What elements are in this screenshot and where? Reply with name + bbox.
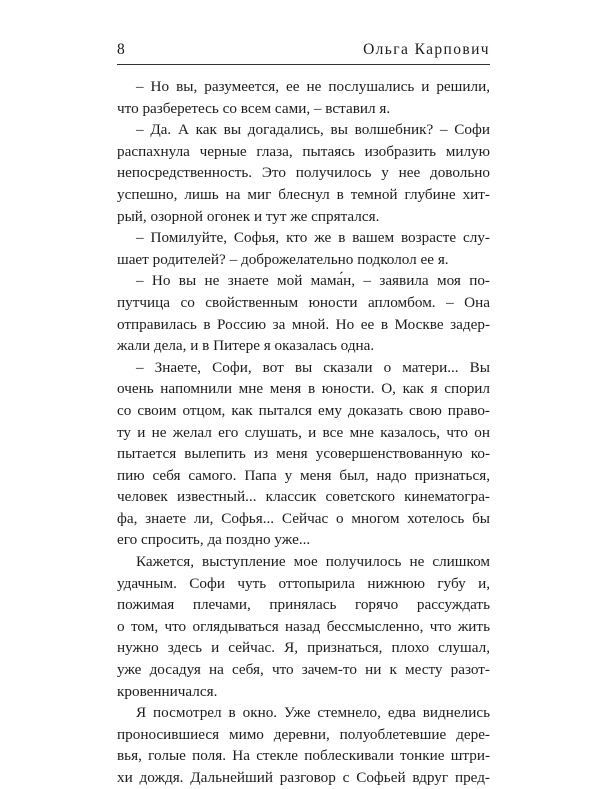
text-line: фа, знаете ли, Софья... Сейчас о многом хотелось бы xyxy=(117,509,490,527)
text-line: что разберетесь со всем сами, – вставил я. xyxy=(117,99,391,117)
text-line: хи дождя. Дальнейший разговор с Софьей вдруг пред- xyxy=(117,769,490,786)
header-rule xyxy=(117,64,490,65)
text-line: шает родителей? – доброжелательно подколол ее я. xyxy=(117,250,449,268)
text-line: пожимая плечами, принялась горячо рассуждать xyxy=(117,596,490,614)
text-line: вья, голые поля. На стекле поблескивали тонкие штри- xyxy=(117,747,490,765)
text-line: уже досадуя на себя, что зачем-то ни к месту разот- xyxy=(117,661,490,679)
running-title: Ольга Карпович xyxy=(363,41,490,58)
text-line: отправилась в Россию за мной. Но ее в Москве задер- xyxy=(117,315,490,333)
text-line: о том, что оглядываться назад бессмысленно, что жить xyxy=(117,617,490,635)
text-line: путчица со свойственным юности апломбом. – Она xyxy=(117,293,490,311)
text-line: рый, озорной огонек и тут же спрятался. xyxy=(117,207,380,225)
text-line: – Да. А как вы догадались, вы волшебник? – Софи xyxy=(136,121,490,139)
text-line: пию себя самого. Папа у меня был, надо признаться, xyxy=(117,466,490,484)
text-line: – Помилуйте, Софья, кто же в вашем возрасте слу- xyxy=(136,229,490,247)
text-line: проносившиеся мимо деревни, полуоблетевшие дере- xyxy=(117,725,490,743)
text-line: со своим отцом, как пытался ему доказать свою право- xyxy=(117,401,490,419)
text-line: – Знаете, Софи, вот вы сказали о матери... Вы xyxy=(136,358,490,376)
text-line: жали дела, и в Питере я оказалась одна. xyxy=(117,337,375,355)
text-line: человек известный... классик советского кинематогра- xyxy=(117,488,490,506)
text-line: Кажется, выступление мое получилось не слишком xyxy=(136,553,490,571)
text-line: – Но вы не знаете мой мама́н, – заявила моя по- xyxy=(136,272,490,290)
text-line: его спросить, да поздно уже... xyxy=(117,531,311,549)
body-text xyxy=(117,76,490,789)
page-header xyxy=(117,41,490,59)
page-number: 8 xyxy=(117,41,125,58)
text-line: кровенничался. xyxy=(117,682,218,700)
text-line: распахнула черные глаза, пытаясь изобразить милую xyxy=(117,142,490,160)
text-line: непосредственность. Это получилось у нее довольно xyxy=(117,164,490,182)
text-line: пытается вылепить из меня усовершенствованную ко- xyxy=(117,445,490,463)
text-line: ту и не желал его слушать, и все мне казалось, что он xyxy=(117,423,490,441)
text-line: успешно, лишь на миг блеснул в темной глубине хит- xyxy=(117,185,490,203)
text-line: очень напомнили мне меня в юности. О, как я спорил xyxy=(117,380,490,398)
text-line: удачным. Софи чуть оттопырила нижнюю губу и, xyxy=(117,574,490,592)
text-line: Я посмотрел в окно. Уже стемнело, едва виднелись xyxy=(136,704,490,722)
text-line: нужно здесь и сейчас. Я, признаться, плохо слушал, xyxy=(117,639,490,657)
text-line: – Но вы, разумеется, ее не послушались и решили, xyxy=(136,78,490,95)
